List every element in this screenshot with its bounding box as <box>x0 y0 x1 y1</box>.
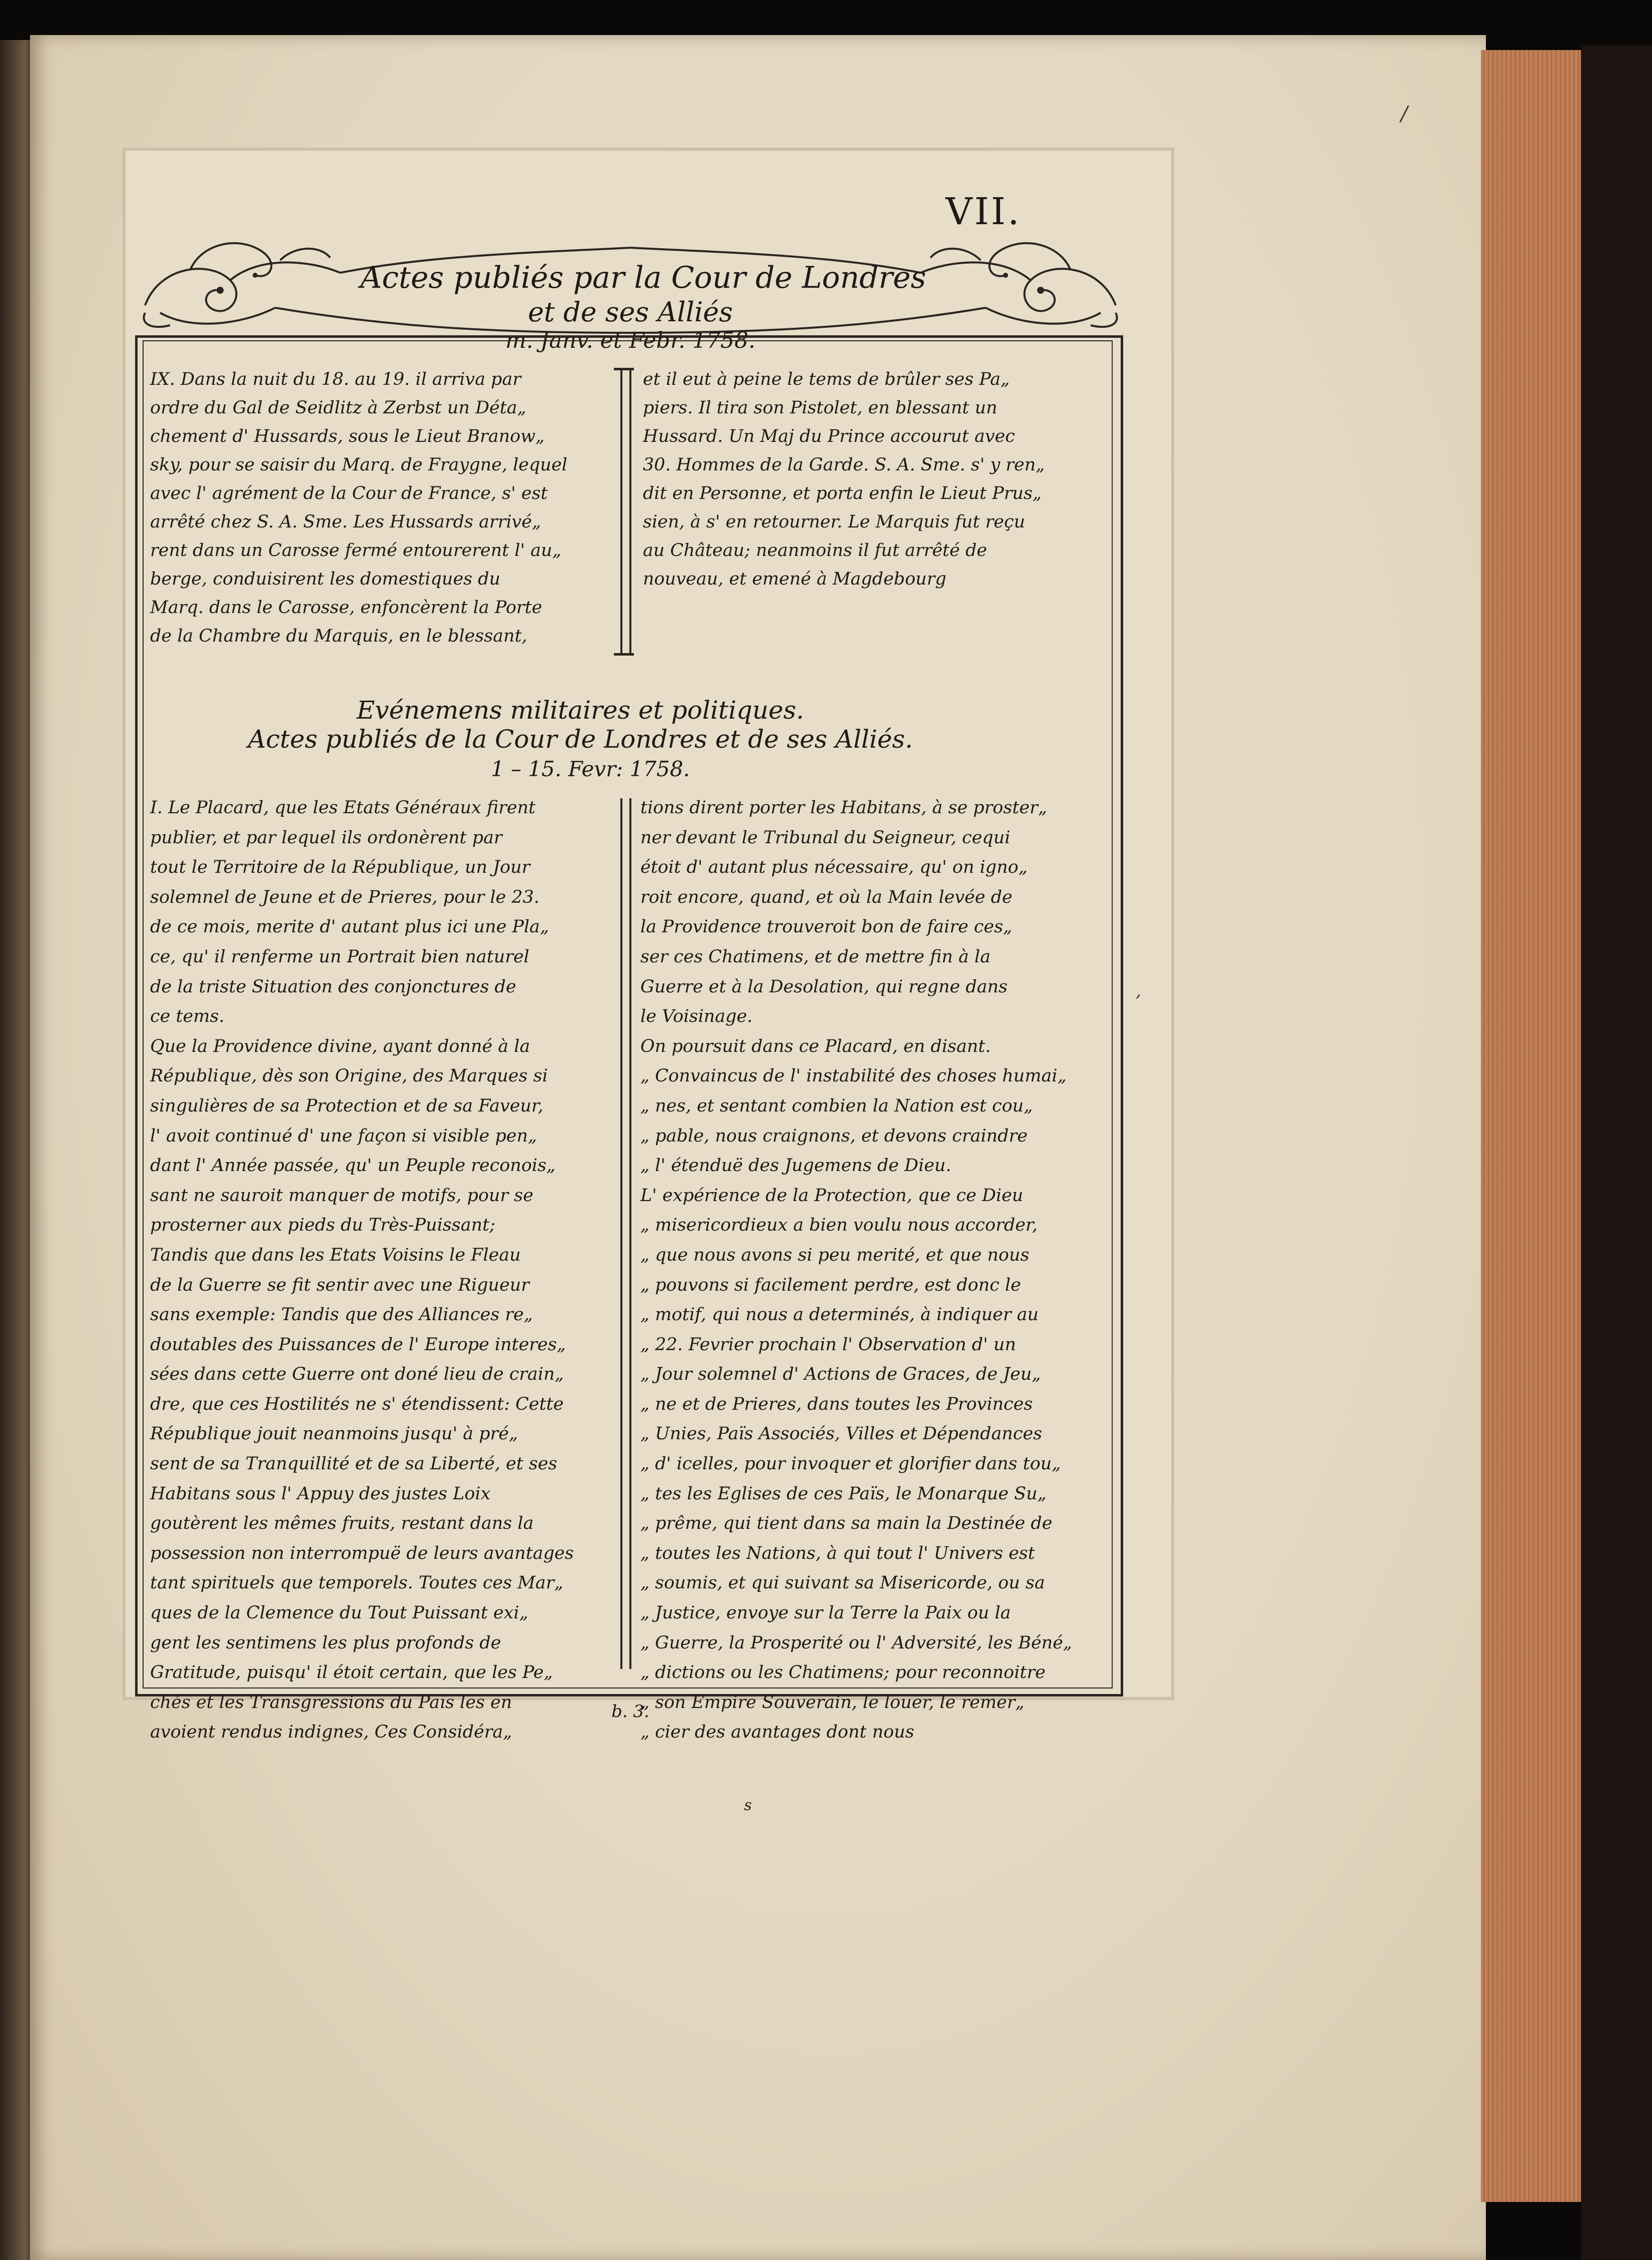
text-line: sans exemple: Tandis que des Alliances re„ <box>150 1305 533 1325</box>
text-line: „ tes les Eglises de ces Païs, le Monarque Su„ <box>640 1483 1047 1504</box>
text-line: au Château; neanmoins il fut arrêté de <box>643 540 987 560</box>
plate-title: Actes publiés par la Cour de Londres <box>360 260 927 295</box>
text-line: de ce mois, merite d' autant plus ici une Pla„ <box>150 917 549 937</box>
text-line: dre, que ces Hostilités ne s' étendissent: Cette <box>150 1394 564 1414</box>
text-line: „ cier des avantages dont nous <box>640 1722 915 1743</box>
text-line: doutables des Puissances de l' Europe interes„ <box>150 1334 566 1355</box>
text-line: IX. Dans la nuit du 18. au 19. il arriva par <box>150 369 521 389</box>
text-line: la Providence trouveroit bon de faire ces„ <box>640 917 1013 937</box>
text-line: L' expérience de la Protection, que ce Dieu <box>640 1185 1024 1206</box>
text-line: République jouit neanmoins jusqu' à pré„ <box>150 1424 518 1444</box>
text-line: gent les sentimens les plus profonds de <box>150 1632 501 1653</box>
text-line: ce tems. <box>150 1006 225 1027</box>
text-line: sant ne sauroit manquer de motifs, pour se <box>150 1185 534 1206</box>
text-line: de la Chambre du Marquis, en le blessant, <box>150 626 527 646</box>
text-line: Que la Providence divine, ayant donné à la <box>150 1036 530 1056</box>
text-line: On poursuit dans ce Placard, en disant. <box>640 1036 991 1056</box>
text-line: „ son Empire Souverain, le louer, le remer„ <box>640 1692 1025 1713</box>
text-line: nouveau, et emené à Magdebourg <box>643 569 947 589</box>
text-line: „ prême, qui tient dans sa main la Destinée de <box>640 1513 1053 1534</box>
text-line: „ motif, qui nous a determinés, à indiquer au <box>640 1305 1039 1325</box>
text-line: „ toutes les Nations, à qui tout l' Univers est <box>640 1543 1035 1563</box>
text-line: „ l' étenduë des Jugemens de Dieu. <box>640 1156 952 1176</box>
text-line: chés et les Transgressions du Païs les en <box>150 1692 512 1713</box>
text-line: sées dans cette Guerre ont doné lieu de crain„ <box>150 1364 564 1385</box>
text-line: ner devant le Tribunal du Seigneur, cequi <box>640 827 1011 848</box>
text-line: „ soumis, et qui suivant sa Misericorde, ou sa <box>640 1573 1045 1593</box>
text-line: avoient rendus indignes, Ces Considéra„ <box>150 1722 512 1743</box>
text-line: tions dirent porter les Habitans, à se proster„ <box>640 798 1047 818</box>
text-line: solemnel de Jeune et de Prieres, pour le 23. <box>150 887 540 907</box>
text-line: „ pable, nous craignons, et devons craindre <box>640 1125 1028 1146</box>
text-line: étoit d' autant plus nécessaire, qu' on igno„ <box>640 857 1028 878</box>
book-cover-edge <box>1581 45 1652 2260</box>
text-line: et il eut à peine le tems de brûler ses Pa„ <box>643 369 1010 389</box>
text-line: tant spirituels que temporels. Toutes ces Mar„ <box>150 1573 563 1593</box>
text-line: ce, qu' il renferme un Portrait bien naturel <box>150 946 530 967</box>
text-line: dit en Personne, et porta enfin le Lieut Prus„ <box>643 483 1042 503</box>
text-line: de la Guerre se fit sentir avec une Rigueur <box>150 1275 530 1295</box>
text-line: „ 22. Fevrier prochain l' Observation d' un <box>640 1334 1016 1355</box>
section2-left-column <box>150 793 625 1748</box>
text-line: „ Convaincus de l' instabilité des choses humai„ <box>640 1066 1067 1086</box>
text-line: „ dictions ou les Chatimens; pour reconnoitre <box>640 1662 1046 1683</box>
margin-tick: / <box>1401 103 1408 126</box>
text-line: sien, à s' en retourner. Le Marquis fut reçu <box>643 512 1026 532</box>
plate-subtitle: et de ses Alliés <box>528 296 733 328</box>
text-line: de la triste Situation des conjonctures de <box>150 976 516 997</box>
text-line: publier, et par lequel ils ordonèrent par <box>150 827 502 848</box>
text-line: sent de sa Tranquillité et de sa Liberté, et ses <box>150 1454 557 1474</box>
text-line: Gratitude, puisqu' il étoit certain, que les Pe„ <box>150 1662 553 1683</box>
text-line: République, dès son Origine, des Marques si <box>150 1066 548 1086</box>
column-divider-cap <box>614 368 634 370</box>
text-line: le Voisinage. <box>640 1006 753 1027</box>
text-line: chement d' Hussards, sous le Lieut Branow„ <box>150 426 545 446</box>
column-divider <box>620 798 631 1669</box>
text-line: ques de la Clemence du Tout Puissant exi„ <box>150 1603 528 1623</box>
text-line: goutèrent les mêmes fruits, restant dans la <box>150 1513 534 1534</box>
section2-subheading: Actes publiés de la Cour de Londres et de ses Alliés. <box>248 725 913 754</box>
text-line: tout le Territoire de la République, un Jour <box>150 857 530 878</box>
text-line: roit encore, quand, et où la Main levée de <box>640 887 1013 907</box>
text-line: „ Guerre, la Prosperité ou l' Adversité, les Béné„ <box>640 1632 1072 1653</box>
section1-left-column <box>150 365 630 651</box>
text-line: ser ces Chatimens, et de mettre fin à la <box>640 946 991 967</box>
text-line: „ ne et de Prieres, dans toutes les Provinces <box>640 1394 1033 1414</box>
column-divider-cap <box>614 653 634 656</box>
text-line: berge, conduisirent les domestiques du <box>150 569 501 589</box>
section1-right-column <box>643 365 1103 594</box>
margin-tick: , <box>1136 981 1141 1001</box>
text-line: ordre du Gal de Seidlitz à Zerbst un Déta„ <box>150 398 526 418</box>
text-line: Hussard. Un Maj du Prince accourut avec <box>643 426 1015 446</box>
text-line: rent dans un Carosse fermé entourerent l' au„ <box>150 540 561 560</box>
text-line: „ pouvons si facilement perdre, est donc le <box>640 1275 1021 1295</box>
text-line: Tandis que dans les Etats Voisins le Fleau <box>150 1245 521 1265</box>
text-line: piers. Il tira son Pistolet, en blessant un <box>643 398 998 418</box>
text-line: „ que nous avons si peu merité, et que nous <box>640 1245 1030 1265</box>
signature-mark: b. 3. <box>611 1702 649 1722</box>
text-line: singulières de sa Protection et de sa Faveur, <box>150 1095 544 1116</box>
text-line: dant l' Année passée, qu' un Peuple reconois„ <box>150 1156 556 1176</box>
section2-right-column <box>640 793 1106 1748</box>
text-line: „ d' icelles, pour invoquer et glorifier dans tou„ <box>640 1454 1061 1474</box>
plate-number: VII. <box>946 190 1022 233</box>
plate-date: m. Janv. et Febr. 1758. <box>505 328 755 353</box>
text-line: Marq. dans le Carosse, enfoncèrent la Porte <box>150 598 542 618</box>
text-line: Guerre et à la Desolation, qui regne dans <box>640 976 1008 997</box>
page-mark: s <box>744 1797 752 1814</box>
text-line: „ misericordieux a bien voulu nous accorder, <box>640 1215 1038 1236</box>
text-line: I. Le Placard, que les Etats Généraux firent <box>150 798 536 818</box>
section2-heading: Evénemens militaires et politiques. <box>356 696 804 725</box>
text-line: avec l' agrément de la Cour de France, s' est <box>150 483 548 503</box>
text-line: l' avoit continué d' une façon si visible pen„ <box>150 1125 537 1146</box>
text-line: prosterner aux pieds du Très-Puissant; <box>150 1215 495 1236</box>
page-fore-edge <box>1481 50 1590 2202</box>
text-line: „ Jour solemnel d' Actions de Graces, de Jeu„ <box>640 1364 1041 1385</box>
text-line: „ Unies, Païs Associés, Villes et Dépendances <box>640 1424 1043 1444</box>
column-divider <box>620 368 631 656</box>
text-line: 30. Hommes de la Garde. S. A. Sme. s' y ren„ <box>643 455 1045 475</box>
text-line: „ Justice, envoye sur la Terre la Paix ou la <box>640 1603 1011 1623</box>
text-line: possession non interrompuë de leurs avantages <box>150 1543 574 1563</box>
section2-date: 1 – 15. Fevr: 1758. <box>491 757 690 781</box>
text-line: Habitans sous l' Appuy des justes Loix <box>150 1483 491 1504</box>
text-line: sky, pour se saisir du Marq. de Fraygne, lequel <box>150 455 567 475</box>
text-line: „ nes, et sentant combien la Nation est cou„ <box>640 1095 1033 1116</box>
text-line: arrêté chez S. A. Sme. Les Hussards arrivé„ <box>150 512 541 532</box>
